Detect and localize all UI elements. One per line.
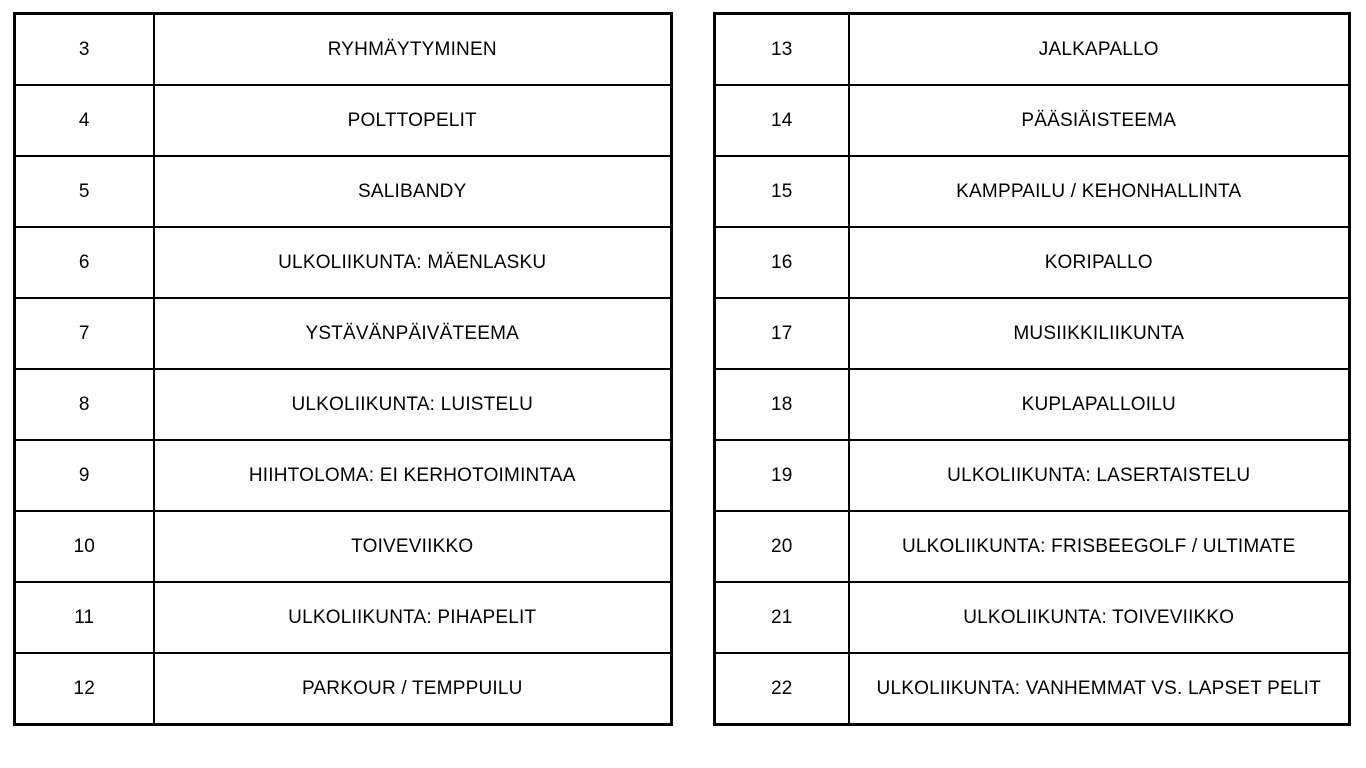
table-row bbox=[15, 369, 672, 440]
week-number-cell: 20 bbox=[715, 511, 849, 582]
table-row bbox=[715, 14, 1350, 86]
week-number-cell: 22 bbox=[715, 653, 849, 725]
table-row bbox=[715, 227, 1350, 298]
week-number-cell: 3 bbox=[15, 14, 154, 86]
topic-cell: TOIVEVIIKKO bbox=[154, 511, 672, 582]
table-row bbox=[715, 369, 1350, 440]
topic-cell: YSTÄVÄNPÄIVÄTEEMA bbox=[154, 298, 672, 369]
topic-cell: HIIHTOLOMA: EI KERHOTOIMINTAA bbox=[154, 440, 672, 511]
week-number-cell: 7 bbox=[15, 298, 154, 369]
table-row bbox=[715, 156, 1350, 227]
table-row bbox=[15, 511, 672, 582]
table-row bbox=[15, 156, 672, 227]
week-number-cell: 21 bbox=[715, 582, 849, 653]
topic-cell: ULKOLIIKUNTA: FRISBEEGOLF / ULTIMATE bbox=[849, 511, 1350, 582]
topic-cell: PÄÄSIÄISTEEMA bbox=[849, 85, 1350, 156]
week-number-cell: 18 bbox=[715, 369, 849, 440]
table-row bbox=[15, 440, 672, 511]
table-row bbox=[715, 582, 1350, 653]
topic-cell: PARKOUR / TEMPPUILU bbox=[154, 653, 672, 725]
table-row bbox=[15, 582, 672, 653]
schedule-table-right bbox=[713, 12, 1351, 726]
week-number-cell: 5 bbox=[15, 156, 154, 227]
topic-cell: ULKOLIIKUNTA: TOIVEVIIKKO bbox=[849, 582, 1350, 653]
table-row bbox=[715, 298, 1350, 369]
topic-cell: KORIPALLO bbox=[849, 227, 1350, 298]
table-row bbox=[15, 653, 672, 725]
week-number-cell: 19 bbox=[715, 440, 849, 511]
table-row bbox=[15, 298, 672, 369]
topic-cell: JALKAPALLO bbox=[849, 14, 1350, 86]
topic-cell: SALIBANDY bbox=[154, 156, 672, 227]
week-number-cell: 9 bbox=[15, 440, 154, 511]
table-row bbox=[15, 227, 672, 298]
table-row bbox=[715, 653, 1350, 725]
topic-cell: KUPLAPALLOILU bbox=[849, 369, 1350, 440]
week-number-cell: 15 bbox=[715, 156, 849, 227]
table-row bbox=[15, 85, 672, 156]
topic-cell: ULKOLIIKUNTA: PIHAPELIT bbox=[154, 582, 672, 653]
topic-cell: ULKOLIIKUNTA: LUISTELU bbox=[154, 369, 672, 440]
topic-cell: KAMPPAILU / KEHONHALLINTA bbox=[849, 156, 1350, 227]
week-number-cell: 11 bbox=[15, 582, 154, 653]
week-number-cell: 12 bbox=[15, 653, 154, 725]
week-number-cell: 4 bbox=[15, 85, 154, 156]
topic-cell: RYHMÄYTYMINEN bbox=[154, 14, 672, 86]
topic-cell: ULKOLIIKUNTA: LASERTAISTELU bbox=[849, 440, 1350, 511]
week-number-cell: 17 bbox=[715, 298, 849, 369]
topic-cell: ULKOLIIKUNTA: VANHEMMAT VS. LAPSET PELIT bbox=[849, 653, 1350, 725]
week-number-cell: 8 bbox=[15, 369, 154, 440]
topic-cell: ULKOLIIKUNTA: MÄENLASKU bbox=[154, 227, 672, 298]
topic-cell: POLTTOPELIT bbox=[154, 85, 672, 156]
week-number-cell: 13 bbox=[715, 14, 849, 86]
table-row bbox=[715, 85, 1350, 156]
schedule-table-left bbox=[13, 12, 673, 726]
week-number-cell: 14 bbox=[715, 85, 849, 156]
week-number-cell: 16 bbox=[715, 227, 849, 298]
table-row bbox=[715, 511, 1350, 582]
topic-cell: MUSIIKKILIIKUNTA bbox=[849, 298, 1350, 369]
week-number-cell: 6 bbox=[15, 227, 154, 298]
table-row bbox=[15, 14, 672, 86]
week-number-cell: 10 bbox=[15, 511, 154, 582]
table-row bbox=[715, 440, 1350, 511]
